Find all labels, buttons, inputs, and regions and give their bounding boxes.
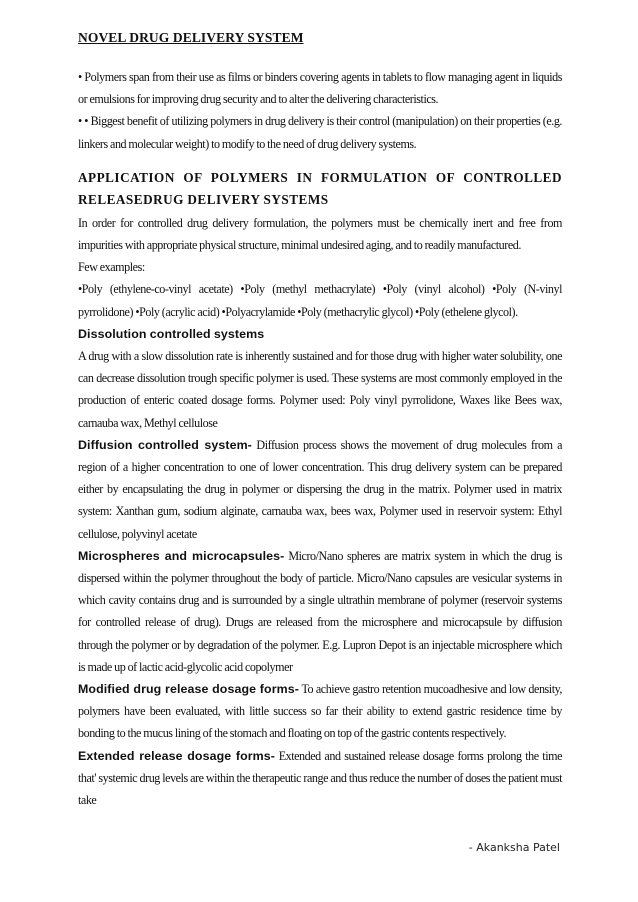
microspheres-paragraph [78, 545, 562, 678]
modified-heading: Modified drug release dosage forms- [78, 682, 299, 697]
extended-heading: Extended release dosage forms- [78, 748, 276, 763]
extended-paragraph [78, 745, 562, 812]
dissolution-heading: Dissolution controlled systems [78, 326, 265, 341]
few-examples-label: Few examples: [78, 260, 145, 275]
document-body [78, 66, 562, 811]
examples-list: •Poly (ethylene-co-vinyl acetate) •Poly (methyl methacrylate) •Poly (vinyl alcohol) •Poly (N-vinyl pyrrolidone) •Poly (acrylic acid) •Polyacrylamide •Poly (methacrylic glycol) •Poly (ethelene glycol). [78, 282, 562, 319]
dissolution-text: A drug with a slow dissolution rate is inherently sustained and for those drug with higher water solubility, one can decrease dissolution trough specific polymer is used. These systems are most commonly employed in the production of enteric coated dosage forms. Polymer used: Poly vinyl pyrrolidone, Waxes like Bees wax, carnauba wax, Methyl cellulose [78, 349, 562, 430]
page-footer-author: - Akanksha Patel [468, 841, 560, 854]
diffusion-text: Diffusion process shows the movement of drug molecules from a region of a higher concentration to one of lower concentration. This drug delivery system can be prepared either by encapsulating the drug in polymer or dispersing the drug in the matrix. Polymer used in matrix system: Xanthan gum, sodium alginate, carnauba wax, bees wax, Polymer used in reservoir system: Ethyl cellulose, polyvinyl acetate [78, 437, 562, 541]
extended-text: Extended and sustained release dosage forms prolong the time that' systemic drug levels are within the therapeutic range and thus reduce the number of doses the patient must take [78, 748, 562, 808]
diffusion-paragraph [78, 434, 562, 545]
intro-paragraph-1: • Polymers span from their use as films or binders covering agents in tablets to flow managing agent in liquids or emulsions for improving drug security and to alter the delivering characteristics. [78, 70, 562, 107]
diffusion-heading: Diffusion controlled system- [78, 437, 252, 452]
modified-text: To achieve gastro retention mucoadhesive and low density, polymers have been evaluated, with little success so far their ability to extend gastric residence time by bonding to the mucus lining of the stomach and floating on top of the gastric contents respectively. [78, 682, 562, 741]
modified-paragraph [78, 678, 562, 745]
section-heading: APPLICATION OF POLYMERS IN FORMULATION OF CONTROLLED RELEASEDRUG DELIVERY SYSTEMS [78, 169, 562, 208]
microspheres-heading: Microspheres and microcapsules- [78, 548, 285, 563]
document-title: NOVEL DRUG DELIVERY SYSTEM [78, 30, 304, 45]
section-intro: In order for controlled drug delivery formulation, the polymers must be chemically inert and free from impurities with appropriate physical structure, minimal undesired aging, and to readily manufactured. [78, 215, 562, 253]
microspheres-text: Micro/Nano spheres are matrix system in which the drug is dispersed within the polymer throughout the body of particle. Micro/Nano capsules are vesicular systems in which cavity contains drug and is surrounded by a single ultrathin membrane of polymer (reservoir systems for controlled release of drug). Drugs are released from the microsphere and microcapsule by diffusion through the polymer or by degradation of the polymer. E.g. Lupron Depot is an injectable microsphere which is made up of lactic acid-glycolic acid copolymer [78, 548, 562, 674]
intro-paragraph-2: • • Biggest benefit of utilizing polymers in drug delivery is their control (manipulation) on their properties (e.g. linkers and molecular weight) to modify to the need of drug delivery systems. [78, 114, 562, 151]
